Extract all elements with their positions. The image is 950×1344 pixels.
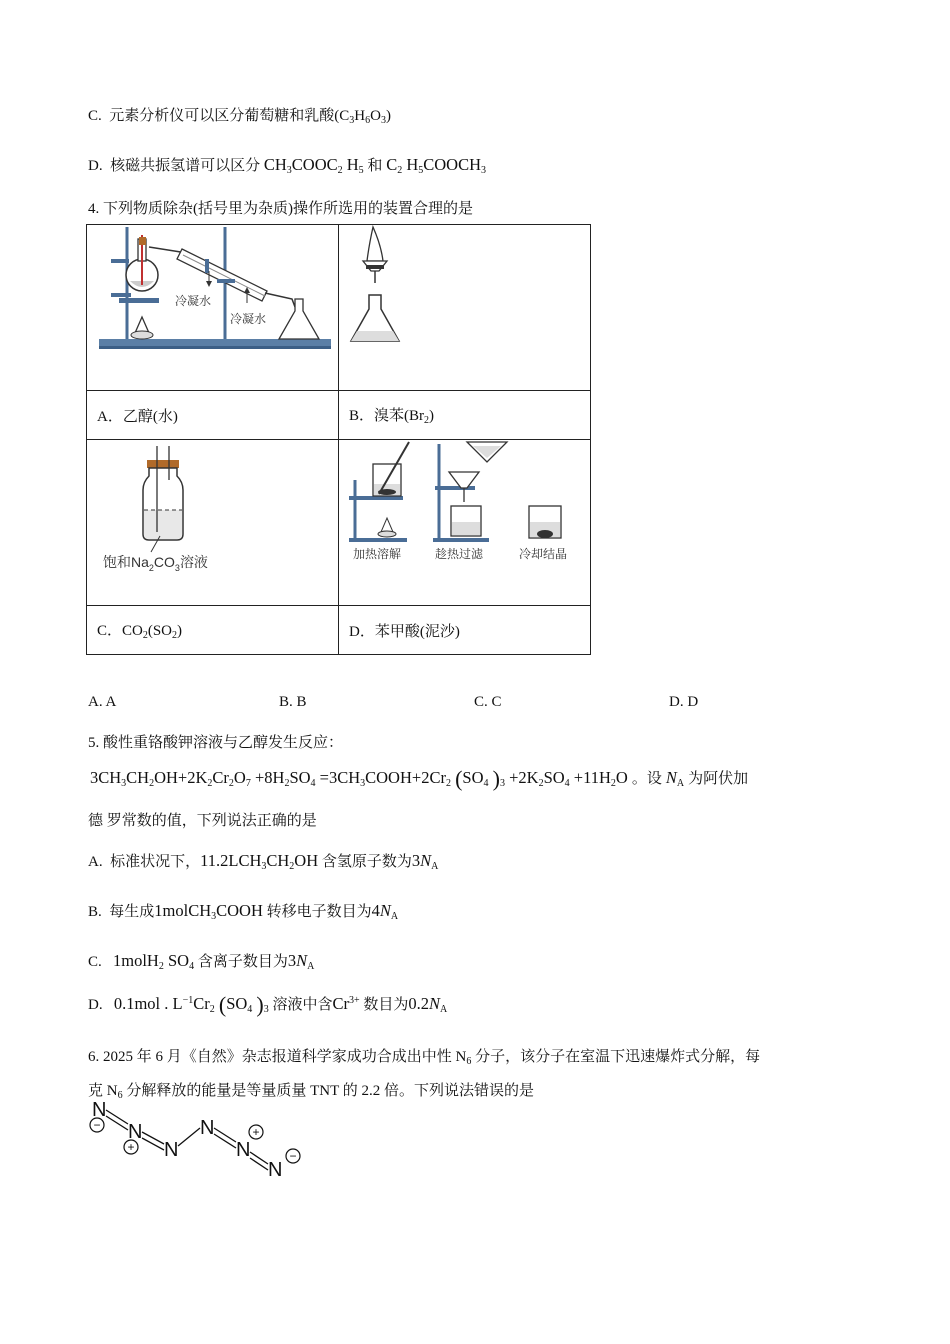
condenser-label-2: 冷凝水 <box>230 312 267 326</box>
n-atom-5: N <box>236 1139 251 1161</box>
step-label-2: 趁热过滤 <box>435 547 484 561</box>
apparatus-a-image <box>87 225 339 391</box>
n-atom-1: N <box>92 1099 107 1121</box>
n-atom-4: N <box>200 1117 215 1139</box>
q4-stem: 4. 下列物质除杂(括号里为杂质)操作所选用的装置合理的是 <box>88 201 473 217</box>
q5-option-c: C. 1molH$_2$ $SO_4$ 含离子数目为$3N_A$ <box>88 951 315 972</box>
q3-option-c: C. 元素分析仪可以区分葡萄糖和乳酸$(C_3H_6O_3)$ <box>88 108 391 126</box>
condenser-label-1: 冷凝水 <box>175 294 212 308</box>
q5-option-b: B. 每生成1molCH$_3$COOH 转移电子数目为$4N_A$ <box>88 901 399 922</box>
q4-option-c[interactable]: C. C <box>474 694 502 710</box>
apparatus-d-image <box>339 440 591 606</box>
q5-option-a: A. 标准状况下，$11.2LCH_3CH_2OH$ 含氢原子数为$3N_A$ <box>88 851 439 872</box>
caption-a: A．乙醇(水) <box>87 391 339 440</box>
step-label-3: 冷却结晶 <box>519 547 568 561</box>
q5-option-d: D. 0.1mol . $L^{-1}Cr_2$ ($SO_4$ )$_3$ 溶液中含$Cr^{3+}$ 数目为$0.2N_A$ <box>88 992 448 1017</box>
charge-plus-2: + <box>252 1125 260 1139</box>
q5-stem-line2: 德 罗常数的值，下列说法正确的是 <box>88 813 317 829</box>
q5-stem: 5. 酸性重铬酸钾溶液与乙醇发生反应： <box>88 735 344 751</box>
q6-stem-line1: 6. 2025 年 6 月《自然》杂志报道科学家成功合成出中性 $N_6$ 分子，该分子在室温下迅速爆炸式分解，每 <box>88 1049 761 1067</box>
n-atom-6: N <box>268 1159 283 1181</box>
q4-option-d[interactable]: D. D <box>669 694 699 710</box>
q6-stem-line2: 克 $N_6$ 分解释放的能量是等量质量 TNT 的 2.2 倍。下列说法错误的是 <box>88 1083 534 1101</box>
q3-option-d: D. 核磁共振氢谱可以区分 $CH_3COOC_2$ $H_5$ 和 $C_2$ $H_5COOCH_3$ <box>88 155 487 176</box>
apparatus-b-image <box>339 225 591 391</box>
apparatus-table <box>86 224 591 655</box>
charge-plus-1: + <box>127 1140 135 1154</box>
charge-minus-1: − <box>93 1118 101 1132</box>
n6-structure <box>86 1096 316 1186</box>
n-atom-3: N <box>164 1139 179 1161</box>
caption-d: D．苯甲酸(泥沙) <box>339 606 591 655</box>
q4-option-b[interactable]: B. B <box>279 694 307 710</box>
n-atom-2: N <box>128 1121 143 1143</box>
bottle-label: 饱和$Na_2CO_3$溶液 <box>103 554 208 573</box>
caption-c: C．$CO_2(SO_2)$ <box>87 606 339 655</box>
apparatus-c-image <box>87 440 339 606</box>
charge-minus-2: − <box>289 1149 297 1163</box>
q4-option-a[interactable]: A. A <box>88 694 117 710</box>
q5-equation: $3CH_3CH_2OH+2K_2Cr_2O_7 +8H_2SO_4$ $=3CH_3COOH+2Cr_2$ ($SO_4$ )$_3 +2K_2SO_4 +11H_2O$ 。设 $N_A$ 为阿伏加 <box>90 766 749 791</box>
step-label-1: 加热溶解 <box>353 547 402 561</box>
caption-b: B．溴苯$(Br_2)$ <box>339 391 591 440</box>
